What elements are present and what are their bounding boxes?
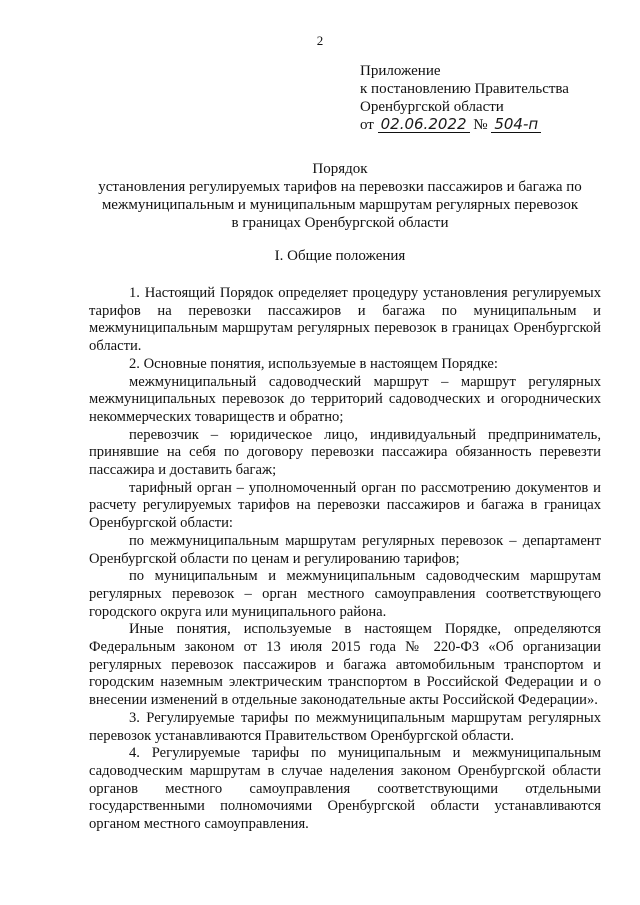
section-heading: I. Общие положения <box>274 248 406 264</box>
paragraph: 1. Настоящий Порядок определяет процедуру установления регулируемых тарифов на перевозки пассажиров и багажа по муниципальным и межмуниципальным маршрутам регулярных перевозок в границах Оренбургской области. <box>89 285 601 355</box>
appendix-resolution-line: к постановлению Правительства <box>360 81 569 97</box>
title-line-3: межмуниципальным и муниципальным маршрутам регулярных перевозок <box>101 197 579 213</box>
title-line-2: установления регулируемых тарифов на перевозки пассажиров и багажа по <box>98 179 582 195</box>
handwritten-date: 02.06.2022 <box>378 116 470 133</box>
paragraph: тарифный орган – уполномоченный орган по рассмотрению документов и расчету регулируемых тарифов на перевозки пассажиров и багажа в границах Оренбургской области: <box>89 479 601 532</box>
appendix-date-line <box>360 116 630 134</box>
handwritten-number: 504-п <box>491 116 541 133</box>
title-line-1: Порядок <box>312 161 368 177</box>
paragraph: межмуниципальный садоводческий маршрут – маршрут регулярных межмуниципальных перевозок до территорий садоводческих и огороднических некоммерческих товариществ и обратно; <box>89 373 601 425</box>
paragraph: по межмуниципальным маршрутам регулярных перевозок – департамент Оренбургской области по ценам и регулированию тарифов; <box>89 532 601 567</box>
paragraph: 2. Основные понятия, используемые в настоящем Порядке: <box>129 355 498 372</box>
title-line-4: в границах Оренбургской области <box>231 215 449 231</box>
document-title <box>60 160 620 232</box>
page-number: 2 <box>316 33 324 48</box>
appendix-region-line: Оренбургской области <box>360 99 504 115</box>
appendix-label: Приложение <box>360 63 441 79</box>
paragraph: 3. Регулируемые тарифы по межмуниципальным маршрутам регулярных перевозок устанавливаются Правительством Оренбургской области. <box>89 709 601 744</box>
paragraph: 4. Регулируемые тарифы по муниципальным и межмуниципальным садоводческим маршрутам в случае наделения законом Оренбургской области органов местного самоуправления соответствующими отдельными государственными полномочиями Оренбургской области устанавливаются органом местного самоуправления. <box>89 745 601 833</box>
number-sign: № <box>473 117 488 133</box>
paragraph: перевозчик – юридическое лицо, индивидуальный предприниматель, принявшие на себя по договору перевозки пассажира обязанность перевезти пассажира и доставить багаж; <box>89 426 601 479</box>
appendix-block <box>360 62 630 134</box>
paragraph: Иные понятия, используемые в настоящем Порядке, определяются Федеральным законом от 13 июля 2015 года № 220-ФЗ «Об организации регулярных перевозок пассажиров и багажа автомобильным транспортом и городским наземным электрическим транспортом в Российской Федерации и о внесении изменений в отдельные законодательные акты Российской Федерации». <box>89 621 601 709</box>
paragraph: по муниципальным и межмуниципальным садоводческим маршрутам регулярных перевозок – орган местного самоуправления соответствующего городского округа или муниципального района. <box>89 568 601 620</box>
document-body <box>89 285 601 834</box>
date-prefix: от <box>360 117 374 133</box>
